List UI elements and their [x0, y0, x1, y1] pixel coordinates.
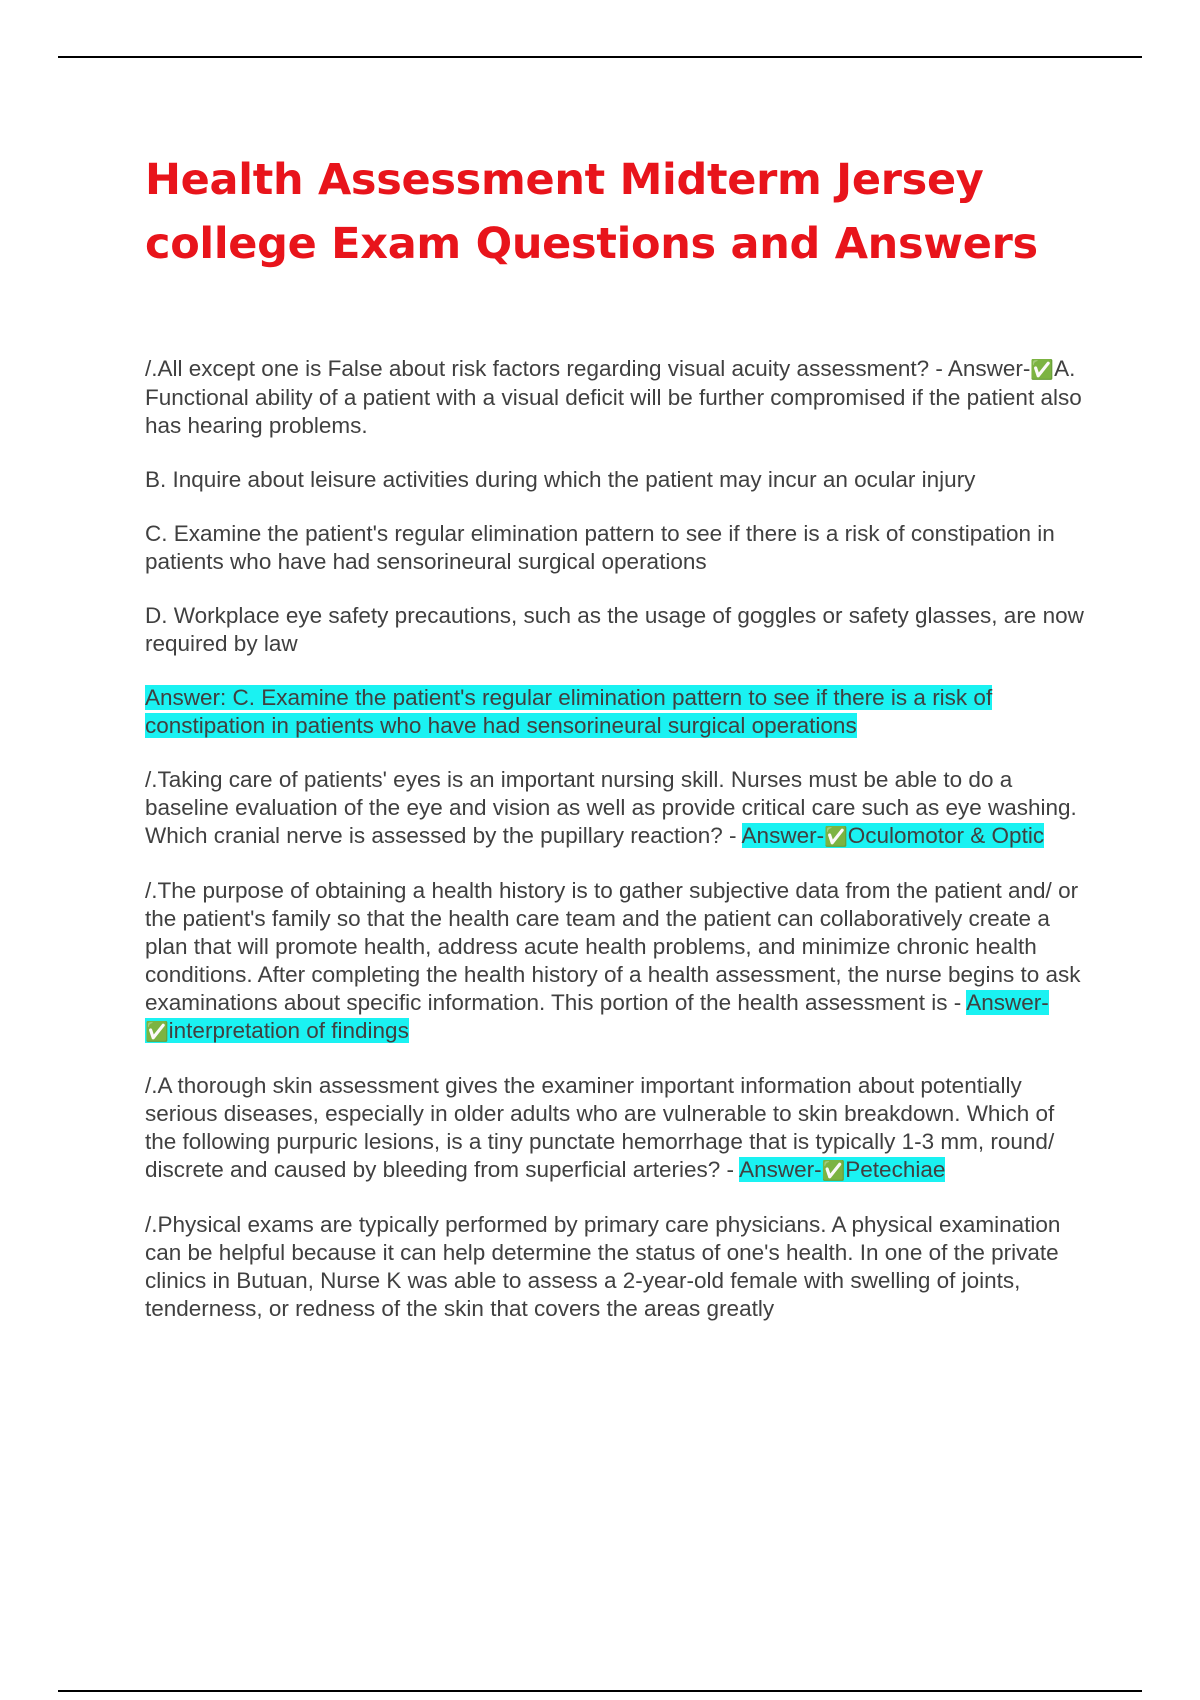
option-b: B. Inquire about leisure activities during which the patient may incur an ocular injury: [145, 467, 976, 492]
option-d: D. Workplace eye safety precautions, such as the usage of goggles or safety glasses, are now required by law: [145, 603, 1084, 656]
answer-highlight: Answer: C. Examine the patient's regular elimination pattern to see if there is a risk of constipation in patients who have had sensorineural surgical operations: [145, 685, 993, 738]
title-line-1: Health Assessment Midterm Jersey: [145, 155, 984, 205]
question-4-answer: Petechiae: [845, 1157, 946, 1182]
question-2-answer-highlight: [742, 823, 1045, 848]
question-4-text: /.A thorough skin assessment gives the examiner important information about potentially serious diseases, especially in older adults who are vulnerable to skin breakdown. Which of the following purpuric lesions, is a tiny punctate hemorrhage that is typically 1-3 mm, round/ discrete and caused by bleeding from superficial arteries? -: [145, 1073, 1055, 1182]
checkmark-icon: ✅: [145, 1021, 169, 1043]
title-line-2: college Exam Questions and Answers: [145, 219, 1038, 269]
answer-prefix: Answer-: [966, 990, 1049, 1015]
question-1-text: /.All except one is False about risk factors regarding visual acuity assessment? - Answer-: [145, 356, 1031, 381]
question-1-answer: A. Functional ability of a patient with a visual deficit will be further compromised if the patient also has hearing problems.: [145, 356, 1082, 438]
answer-block: [145, 684, 1085, 740]
question-4: [145, 1072, 1085, 1185]
document-title: [145, 148, 1105, 276]
question-2-answer: Oculomotor & Optic: [847, 823, 1045, 848]
answer-prefix: Answer-: [739, 1157, 822, 1182]
document-body: [145, 355, 1085, 1349]
checkmark-icon: ✅: [821, 1160, 846, 1182]
question-3-text: /.The purpose of obtaining a health history is to gather subjective data from the patient and/ or the patient's family so that the health care team and the patient can collaboratively create a plan that will promote health, address acute health problems, and minimize chronic health conditions. After completing the health history of a health assessment, the nurse begins to ask examinations about specific information. This portion of the health assessment is -: [145, 878, 1081, 1015]
question-5: [145, 1211, 1085, 1323]
question-2-text: /.Taking care of patients' eyes is an important nursing skill. Nurses must be able to do a baseline evaluation of the eye and vision as well as provide critical care such as eye washing. Which cranial nerve is assessed by the pupillary reaction? -: [145, 767, 1077, 848]
question-1: [145, 355, 1085, 440]
top-rule: [58, 56, 1142, 58]
question-4-answer-highlight: [739, 1157, 945, 1182]
question-3-answer: interpretation of findings: [168, 1018, 409, 1043]
answer-prefix: Answer-: [741, 823, 825, 848]
question-3: [145, 877, 1085, 1046]
option-c: C. Examine the patient's regular elimination pattern to see if there is a risk of constipation in patients who have had sensorineural surgical operations: [145, 521, 1055, 574]
question-5-text: /.Physical exams are typically performed by primary care physicians. A physical examination can be helpful because it can help determine the status of one's health. In one of the private clinics in Butuan, Nurse K was able to assess a 2-year-old female with swelling of joints, tenderness, or redness of the skin that covers the areas greatly: [145, 1212, 1061, 1321]
checkmark-icon: ✅: [824, 826, 848, 848]
checkmark-icon: ✅: [1030, 359, 1055, 381]
question-2: [145, 766, 1085, 851]
bottom-rule: [58, 1690, 1142, 1692]
